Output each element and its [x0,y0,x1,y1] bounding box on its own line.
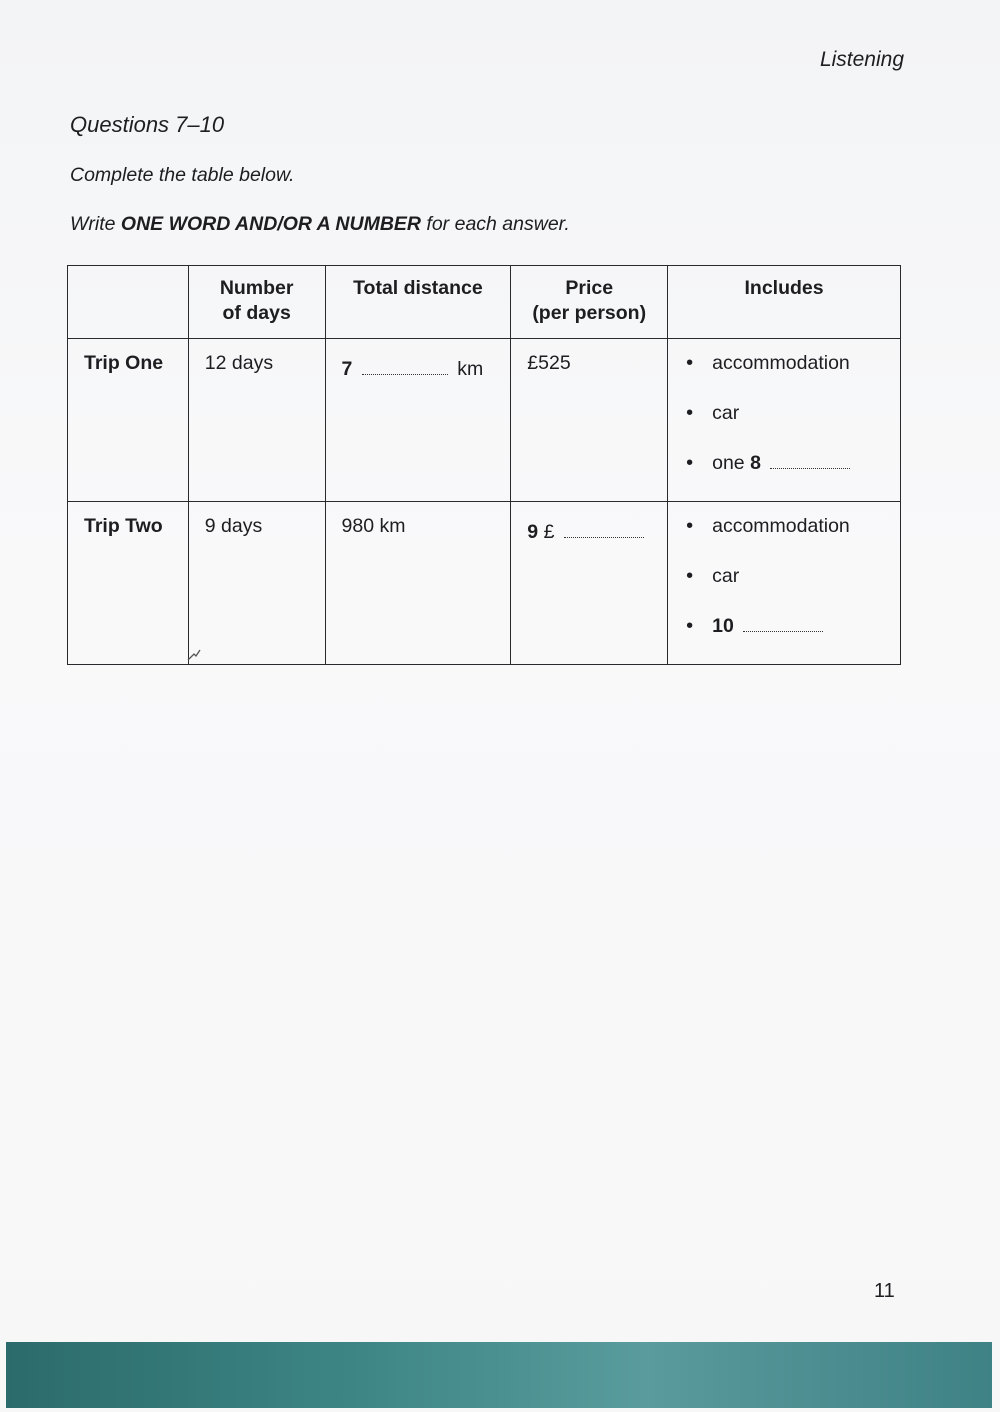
list-item [684,614,884,664]
section-label: Listening [819,48,904,71]
table-header-distance: Total distance [325,266,511,339]
list-item: • accommodation [684,351,884,401]
page-number: 11 [874,1280,895,1302]
includes-prefix: one [712,452,745,474]
trip-price: £525 [511,339,668,502]
list-item [684,451,884,501]
price-currency: £ [543,521,555,543]
distance-unit: km [457,358,484,380]
list-item: • car [684,564,884,614]
list-item: • accommodation [684,514,884,564]
list-item: • car [684,401,884,451]
trip-name: Trip Two [68,502,189,665]
trip-distance: 980 km [325,502,511,665]
instruction-suffix: for each answer. [426,213,570,235]
trip-name: Trip One [68,339,189,502]
question-number: 9 [527,521,539,543]
table-header-empty [68,266,189,339]
question-number: 8 [750,452,761,474]
instruction-prefix: Write [70,213,116,235]
includes-list [684,351,884,501]
answer-gap-9[interactable] [564,523,644,538]
trip-days: 12 days [188,339,325,502]
trip-includes [668,339,901,502]
question-number: 7 [341,358,353,380]
trips-table [67,265,901,665]
trip-distance [325,339,511,502]
answer-gap-7[interactable] [362,360,448,375]
trip-price [511,502,668,665]
table-header-price: Price (per person) [511,266,668,339]
answer-gap-10[interactable] [743,617,823,632]
answer-gap-8[interactable] [770,454,850,469]
table-header-days: Number of days [188,266,325,339]
trip-days: 9 days [188,502,325,665]
table-row [68,502,901,665]
table-row [68,339,901,502]
includes-list [684,514,884,664]
instruction-word-limit [70,213,570,236]
footer-band [6,1342,992,1408]
questions-heading: Questions 7–10 [70,112,225,137]
trip-includes [668,502,901,665]
pen-mark-icon [186,648,202,662]
instruction-word-limit-bold: ONE WORD AND/OR A NUMBER [120,213,421,235]
instruction-complete-table: Complete the table below. [70,164,295,186]
table-header-row [68,266,901,339]
table-header-includes: Includes [668,266,901,339]
question-number: 10 [712,615,734,637]
